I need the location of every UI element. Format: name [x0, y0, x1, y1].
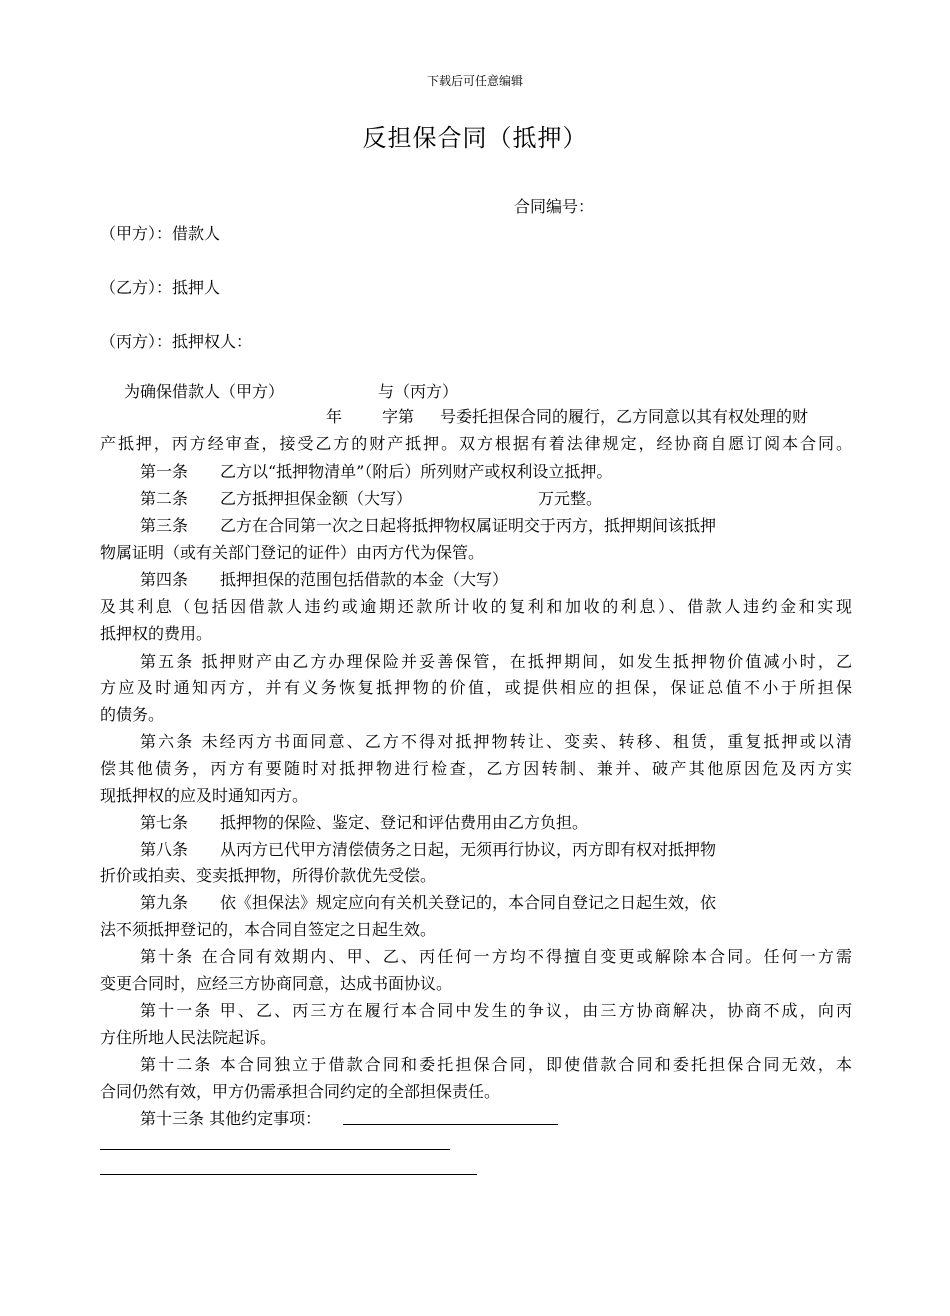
article-4-line-3: 抵押权的费用。 — [100, 624, 213, 643]
article-2b: 万元整。 — [538, 489, 603, 508]
article-8-line-1: 第八条 从丙方已代甲方清偿债务之日起，无须再行协议，丙方即有权对抵押物 — [140, 840, 717, 859]
article-6-line-1: 第六条 未经丙方书面同意、乙方不得对抵押物转让、变卖、转移、租赁，重复抵押或以清 — [140, 732, 852, 751]
document-title: 反担保合同（抵押） — [362, 124, 588, 152]
intro-line-2: 号委托担保合同的履行，乙方同意以其有权处理的财 — [440, 407, 809, 426]
party-a: （甲方）：借款人 — [100, 224, 221, 243]
article-3-line-2: 物属证明（或有关部门登记的证件）由丙方代为保管。 — [100, 543, 485, 562]
article-5-line-2: 方应及时通知丙方，并有义务恢复抵押物的价值，或提供相应的担保，保证总值不小于所担保 — [100, 678, 852, 697]
article-11-line-2: 方住所地人民法院起诉。 — [100, 1028, 277, 1047]
intro-line-3: 产抵押，丙方经审查，接受乙方的财产抵押。双方根据有着法律规定，经协商自愿订阅本合同。 — [100, 434, 852, 453]
article-12-line-2: 合同仍然有效，甲方仍需承担合同约定的全部担保责任。 — [100, 1082, 501, 1101]
article-13-blank-line-2 — [100, 1149, 450, 1150]
article-3-line-1: 第三条 乙方在合同第一次之日起将抵押物权属证明交于丙方，抵押期间该抵押 — [140, 516, 717, 535]
intro-char-label: 字第 — [382, 407, 415, 426]
article-5-line-1: 第五条 抵押财产由乙方办理保险并妥善保管，在抵押期间，如发生抵押物价值减小时，乙 — [140, 652, 852, 671]
intro-line-1a: 为确保借款人（甲方） — [124, 382, 285, 401]
article-13-blank-line-1 — [343, 1124, 558, 1125]
article-4-line-1: 第四条 抵押担保的范围包括借款的本金（大写） — [140, 570, 509, 589]
article-4-line-2: 及其利息（包括因借款人违约或逾期还款所计收的复利和加收的利息）、借款人违约金和实现 — [100, 597, 852, 616]
article-1: 第一条 乙方以“抵押物清单”（附后）所列财产或权利设立抵押。 — [140, 462, 613, 481]
article-7: 第七条 抵押物的保险、鉴定、登记和评估费用由乙方负担。 — [140, 813, 589, 832]
party-c: （丙方）：抵押权人： — [100, 332, 253, 351]
article-6-line-2: 偿其他债务，丙方有要随时对抵押物进行检查，乙方因转制、兼并、破产其他原因危及丙方实 — [100, 759, 852, 778]
article-12-line-1: 第十二条 本合同独立于借款合同和委托担保合同，即使借款合同和委托担保合同无效，本 — [140, 1055, 852, 1074]
intro-year-label: 年 — [326, 407, 343, 426]
article-13-blank-line-3 — [100, 1174, 477, 1175]
article-8-line-2: 折价或拍卖、变卖抵押物，所得价款优先受偿。 — [100, 866, 437, 885]
article-9-line-1: 第九条 依《担保法》规定应向有关机关登记的，本合同自登记之日起生效，依 — [140, 893, 717, 912]
article-2a: 第二条 乙方抵押担保金额（大写） — [140, 489, 413, 508]
article-10-line-1: 第十条 在合同有效期内、甲、乙、丙任何一方均不得擅自变更或解除本合同。任何一方需 — [140, 947, 852, 966]
article-11-line-1: 第十一条 甲、乙、丙三方在履行本合同中发生的争议，由三方协商解决，协商不成，向丙 — [140, 1001, 852, 1020]
article-6-line-3: 现抵押权的应及时通知丙方。 — [100, 786, 309, 805]
article-5-line-3: 的债务。 — [100, 705, 165, 724]
party-b: （乙方）：抵押人 — [100, 278, 221, 297]
article-9-line-2: 法不须抵押登记的，本合同自签定之日起生效。 — [100, 920, 437, 939]
contract-number-label: 合同编号： — [514, 197, 595, 216]
header-note: 下载后可任意编辑 — [426, 74, 523, 88]
article-13: 第十三条 其他约定事项： — [140, 1109, 322, 1128]
intro-line-1b: 与（丙方） — [378, 382, 459, 401]
article-10-line-2: 变更合同时，应经三方协商同意，达成书面协议。 — [100, 974, 453, 993]
